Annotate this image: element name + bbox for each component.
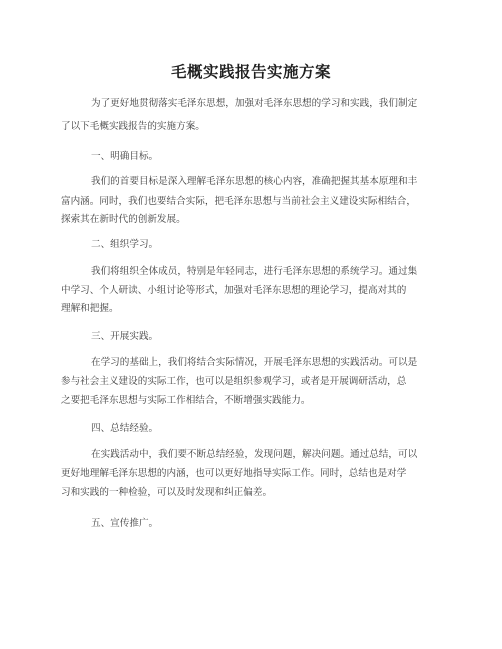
paragraph-line: 富内涵。同时，我们也要结合实际，把毛泽东思想与当前社会主义建设实际相结合，: [61, 196, 416, 207]
paragraph-line: 参与社会主义建设的实际工作，也可以是组织参观学习，或者是开展调研活动，总: [61, 376, 407, 387]
section-heading: 四、总结经验。: [91, 423, 159, 434]
section-heading: 一、明确目标。: [91, 151, 159, 162]
paragraph-line: 我们的首要目标是深入理解毛泽东思想的核心内容，准确把握其基本原理和丰: [91, 176, 418, 187]
paragraph-line: 中学习、个人研读、小组讨论等形式，加强对毛泽东思想的理论学习，提高对其的: [61, 285, 407, 296]
document-title: 毛概实践报告实施方案: [170, 63, 331, 81]
paragraph-line: 我们将组织全体成员，特别是年轻同志，进行毛泽东思想的系统学习。通过集: [91, 266, 418, 277]
paragraph-line: 更好地理解毛泽东思想的内涵，也可以更好地指导实际工作。同时，总结也是对学: [61, 468, 407, 479]
intro-line: 了以下毛概实践报告的实施方案。: [61, 121, 205, 132]
paragraph-line: 习和实践的一种检验，可以及时发现和纠正偏差。: [61, 487, 273, 498]
paragraph-line: 在学习的基础上，我们将结合实际情况，开展毛泽东思想的实践活动。可以是: [91, 357, 418, 368]
section-heading: 二、组织学习。: [91, 239, 159, 250]
paragraph-line: 之要把毛泽东思想与实际工作相结合，不断增强实践能力。: [61, 395, 311, 406]
paragraph-line: 理解和把握。: [61, 303, 119, 314]
section-heading: 三、开展实践。: [91, 331, 159, 342]
intro-line: 为了更好地贯彻落实毛泽东思想，加强对毛泽东思想的学习和实践，我们制定: [91, 98, 418, 109]
paragraph-line: 在实践活动中，我们要不断总结经验，发现问题，解决问题。通过总结，可以: [91, 449, 418, 460]
section-heading: 五、宣传推广。: [91, 518, 159, 529]
paragraph-line: 探索其在新时代的创新发展。: [61, 214, 186, 225]
